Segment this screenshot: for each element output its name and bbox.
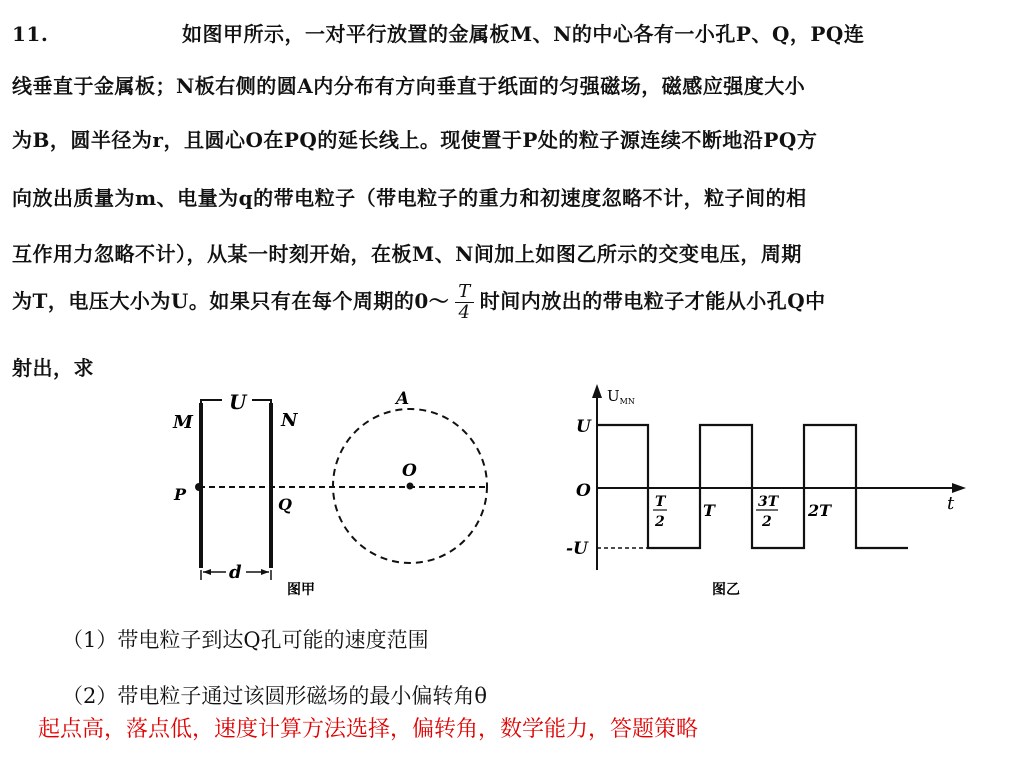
problem-line-6: 为T，电压大小为U。如果只有在每个周期的0～ $\frac{T}{4}$ 时间内放出的带电粒子才能从小孔Q中 [12,281,826,323]
tick-t: T [703,501,715,520]
tick-2t: 2T [808,501,832,520]
svg-text:2: 2 [762,514,772,530]
label-q: Q [278,495,292,514]
teaching-note: 起点高，落点低，速度计算方法选择，偏转角，数学能力，答题策略 [38,717,699,742]
problem-line-1: 11. 如图甲所示，一对平行放置的金属板M、N的中心各有一小孔P、Q，PQ连 [12,22,865,46]
tick-u: U [576,417,591,437]
problem-line-4: 向放出质量为m、电量为q的带电粒子（带电粒子的重力和初速度忽略不计，粒子间的相 [12,186,807,210]
question-2: （2）带电粒子通过该圆形磁场的最小偏转角θ [62,684,488,708]
x-axis-label: t [947,493,955,514]
y-axis-arrow [592,384,602,398]
problem-line-2: 线垂直于金属板；N板右侧的圆A内分布有方向垂直于纸面的匀强磁场，磁感应强度大小 [12,74,806,98]
problem-line-7: 射出，求 [12,356,94,380]
problem-line-3: 为B，圆半径为r，且圆心O在PQ的延长线上。现使置于P处的粒子源连续不断地沿PQ方 [12,128,818,152]
label-n: N [281,410,298,431]
x-axis-arrow [952,483,966,493]
label-o: O [402,461,417,481]
y-axis-label: $U_{MN}$ [607,387,635,406]
label-p: P [174,485,187,504]
question-number: 11. [12,22,49,46]
label-m: M [173,412,193,433]
svg-text:3T: 3T [758,494,779,510]
tick-origin: O [576,481,591,501]
figure-a-caption: 图甲 [287,582,315,598]
problem-line-5: 互作用力忽略不计），从某一时刻开始，在板M、N间加上如图乙所示的交变电压，周期 [12,242,802,266]
fraction-t-over-4: $\frac{T}{4}$ [455,282,474,323]
tick-neg-u: -U [566,539,588,559]
label-u: U [229,390,247,414]
label-d: d [229,562,242,583]
tick-t-over-2 [653,494,667,530]
label-a: A [396,389,410,409]
tick-3t-over-2 [756,494,780,530]
square-wave [597,425,908,548]
question-1: （1）带电粒子到达Q孔可能的速度范围 [62,628,429,652]
svg-text:2: 2 [655,514,665,530]
svg-text:T: T [655,494,666,510]
figure-b-caption: 图乙 [712,582,740,598]
